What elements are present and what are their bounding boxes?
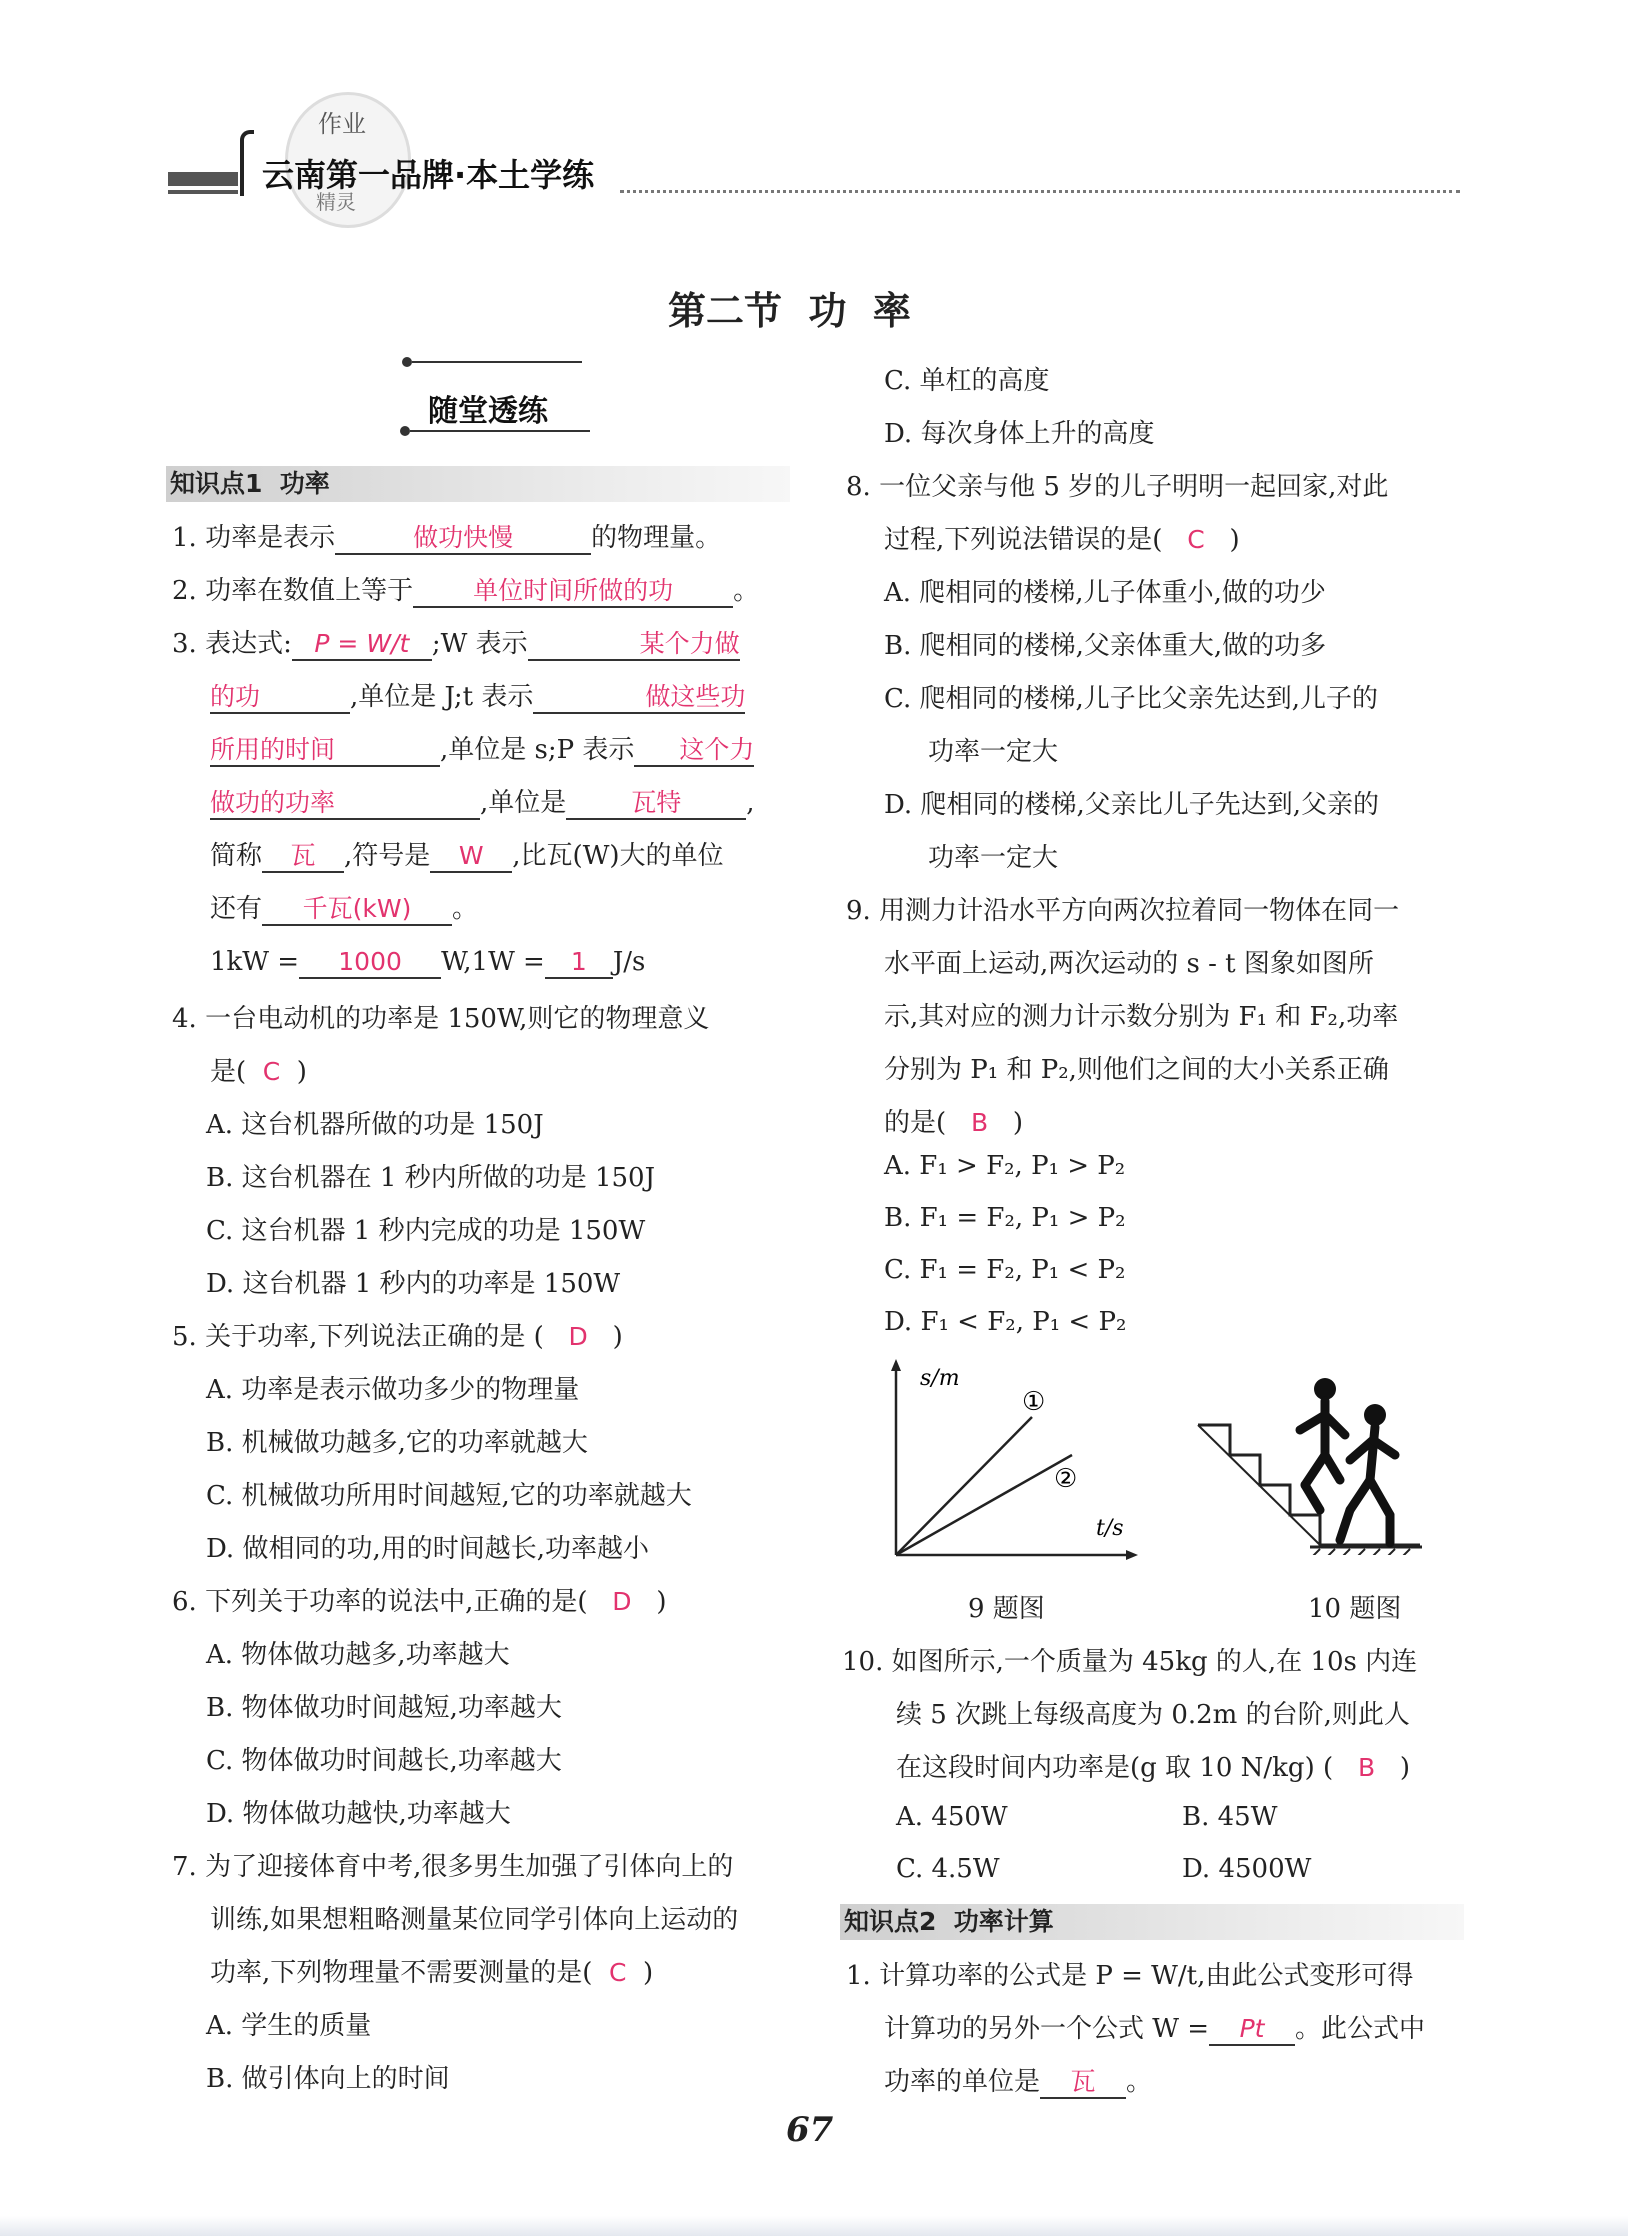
q1	[172, 519, 721, 557]
stamp-top-text: 作业	[318, 110, 366, 138]
q8-option-b: B. 爬相同的楼梯,父亲体重大,做的功多	[884, 631, 1327, 661]
q3-blank-formula	[292, 625, 432, 661]
q2-blank	[413, 572, 733, 608]
q8-option-d-1: D. 爬相同的楼梯,父亲比儿子先达到,父亲的	[884, 790, 1379, 820]
q4-stem-2	[210, 1053, 307, 1091]
k2-q1-blank-2	[1040, 2063, 1126, 2099]
q10-option-c: C. 4.5W	[896, 1854, 1000, 1884]
q10-stem-2: 续 5 次跳上每级高度为 0.2m 的台阶,则此人	[896, 1700, 1410, 1730]
q4-option-d: D. 这台机器 1 秒内的功率是 150W	[206, 1269, 621, 1299]
q4-stem-1: 4. 一台电动机的功率是 150W,则它的物理意义	[172, 1004, 710, 1034]
section-dot-bottom	[400, 426, 410, 436]
q3-blank-1	[545, 943, 613, 979]
q3-blank-unit	[566, 784, 746, 820]
q7-option-a: A. 学生的质量	[206, 2011, 372, 2041]
jumper-figure-2	[1340, 1404, 1395, 1543]
q3-answer-kw: 千瓦(kW)	[302, 894, 412, 923]
q8-stem2-pre: 过程,下列说法错误的是(	[884, 525, 1163, 555]
q5-stem	[172, 1318, 623, 1356]
q9-stem-1: 9. 用测力计沿水平方向两次拉着同一物体在同一	[846, 896, 1400, 926]
q7-option-d: D. 每次身体上升的高度	[884, 419, 1155, 449]
header-bar-left	[168, 172, 238, 186]
x-axis-label: t/s	[1096, 1516, 1124, 1541]
figure-10-caption: 10 题图	[1308, 1594, 1402, 1624]
q10-stem-1: 10. 如图所示,一个质量为 45kg 的人,在 10s 内连	[842, 1647, 1418, 1677]
q3-answer-t1: 做这些功	[645, 682, 746, 711]
y-axis-arrow	[891, 1359, 901, 1371]
header-brand: 云南第一品牌·本土学练	[262, 156, 595, 194]
jumper-figure-1	[1300, 1378, 1345, 1510]
q8-answer: C	[1187, 525, 1205, 554]
q8-option-a: A. 爬相同的楼梯,儿子体重小,做的功少	[884, 578, 1326, 608]
q6-answer: D	[612, 1587, 632, 1616]
q8-option-c-1: C. 爬相同的楼梯,儿子比父亲先达到,儿子的	[884, 684, 1379, 714]
page-title: 第二节 功 率	[668, 289, 911, 333]
q9-option-b: B. F₁ = F₂, P₁ > P₂	[884, 1203, 1126, 1233]
q9-stem-4: 分别为 P₁ 和 P₂,则他们之间的大小关系正确	[884, 1055, 1389, 1085]
q3-l5-post: ,比瓦(W)大的单位	[512, 841, 724, 871]
q10-option-b: B. 45W	[1182, 1802, 1278, 1832]
q3-l7-post: J/s	[612, 947, 646, 977]
q10-stem3-post: )	[1399, 1753, 1411, 1783]
page-number: 67	[786, 2110, 834, 2150]
q10-option-d: D. 4500W	[1182, 1854, 1312, 1884]
q3-l2-mid: ,单位是 J;t 表示	[350, 682, 534, 712]
q3-l7-pre: 1kW =	[210, 947, 300, 977]
k2-q1-l2-pre: 计算功的另外一个公式 W =	[884, 2014, 1210, 2044]
q8-stem2-post: )	[1229, 525, 1240, 555]
figure-9-caption: 9 题图	[968, 1594, 1045, 1624]
q3-answer-t2: 所用的时间	[210, 735, 336, 764]
q3-answer-1000: 1000	[338, 947, 402, 976]
y-axis-label: s/m	[920, 1366, 960, 1391]
q9-stem-5	[884, 1104, 1023, 1142]
q3-l7-mid: W,1W =	[441, 947, 545, 977]
section-dot-top	[402, 357, 412, 367]
q3-blank-p	[634, 731, 754, 767]
k2-q1-l3-post: 。	[1126, 2067, 1153, 2097]
q3-l5-mid: ,符号是	[344, 841, 431, 871]
q1-stem: 1. 功率是表示	[172, 523, 336, 553]
q4-answer: C	[262, 1057, 281, 1086]
q3-blank-t	[533, 678, 745, 714]
q5-option-d: D. 做相同的功,用的时间越长,功率越小	[206, 1534, 649, 1564]
q3-line4	[210, 784, 755, 822]
graph-line-1	[896, 1417, 1032, 1555]
q3-l1-pre: 3. 表达式:	[172, 629, 292, 659]
q6-option-d: D. 物体做功越快,功率越大	[206, 1799, 511, 1829]
q9-option-a: A. F₁ > F₂, P₁ > P₂	[884, 1151, 1126, 1181]
q5-option-c: C. 机械做功所用时间越短,它的功率就越大	[206, 1481, 692, 1511]
q2-answer: 单位时间所做的功	[473, 576, 674, 605]
q3-answer-p2: 做功的功率	[210, 788, 336, 817]
q3-l3-mid: ,单位是 s;P 表示	[440, 735, 635, 765]
q8-option-c-2: 功率一定大	[928, 737, 1059, 767]
k2-q1-answer-1: Pt	[1239, 2014, 1265, 2043]
line-1-label: ①	[1022, 1387, 1046, 1417]
q1-answer: 做功快慢	[413, 523, 514, 552]
q3-l4-mid: ,单位是	[480, 788, 567, 818]
q3-answer-symbol: W	[458, 841, 484, 870]
k2-q1-line1: 1. 计算功率的公式是 P = W/t,由此公式变形可得	[846, 1961, 1414, 1991]
q9-answer: B	[970, 1108, 989, 1137]
q4-option-b: B. 这台机器在 1 秒内所做的功是 150J	[206, 1163, 656, 1193]
q3-blank-1000	[299, 943, 441, 979]
figure-10-illustration	[1190, 1375, 1430, 1555]
q4-stem2-post: )	[296, 1057, 307, 1087]
q8-option-d-2: 功率一定大	[928, 843, 1059, 873]
q10-stem-3	[896, 1749, 1410, 1787]
q4-option-a: A. 这台机器所做的功是 150J	[206, 1110, 544, 1140]
q10-answer: B	[1357, 1753, 1376, 1782]
figure-9-graph	[870, 1355, 1140, 1565]
q3-blank-w	[528, 625, 740, 661]
q3-line3	[210, 731, 754, 769]
q1-post: 的物理量。	[591, 523, 722, 553]
q5-stem-pre: 5. 关于功率,下列说法正确的是 (	[172, 1322, 544, 1352]
q7-option-b: B. 做引体向上的时间	[206, 2064, 450, 2094]
q9-stem-3: 示,其对应的测力计示数分别为 F₁ 和 F₂,功率	[884, 1002, 1399, 1032]
q3-blank-symbol	[430, 837, 512, 873]
q8-stem-2	[884, 521, 1240, 559]
q6-stem	[172, 1583, 667, 1621]
q3-line2	[210, 678, 745, 716]
q2-stem: 2. 功率在数值上等于	[172, 576, 414, 606]
q3-line5	[210, 837, 724, 875]
q3-l6-pre: 还有	[210, 894, 263, 924]
q3-blank-t2	[210, 731, 440, 767]
q7-stem3-pre: 功率,下列物理量不需要测量的是(	[210, 1958, 593, 1988]
q5-option-b: B. 机械做功越多,它的功率就越大	[206, 1428, 588, 1458]
ground-hatch	[1312, 1549, 1410, 1555]
k2-q1-line2	[884, 2010, 1425, 2048]
q3-answer-1: 1	[570, 947, 587, 976]
stamp-bottom-text: 精灵	[316, 190, 356, 214]
q9-option-c: C. F₁ = F₂, P₁ < P₂	[884, 1255, 1126, 1285]
q5-stem-post: )	[612, 1322, 623, 1352]
graph-line-2	[896, 1455, 1072, 1555]
q10-option-a: A. 450W	[896, 1802, 1008, 1832]
q9-stem-2: 水平面上运动,两次运动的 s - t 图象如图所	[884, 949, 1374, 979]
q7-stem3-post: )	[642, 1958, 654, 1988]
header-bracket	[240, 130, 254, 196]
q3-l5-pre: 简称	[210, 841, 263, 871]
q6-option-c: C. 物体做功时间越长,功率越大	[206, 1746, 562, 1776]
q7-option-c: C. 单杠的高度	[884, 366, 1050, 396]
q3-blank-short	[262, 837, 344, 873]
q6-option-b: B. 物体做功时间越短,功率越大	[206, 1693, 562, 1723]
knowledge-point-1: 知识点1 功率	[166, 466, 790, 502]
q9-option-d: D. F₁ < F₂, P₁ < P₂	[884, 1307, 1127, 1337]
q3-l1-mid: ;W 表示	[431, 629, 528, 659]
q7-stem-1: 7. 为了迎接体育中考,很多男生加强了引体向上的	[172, 1852, 734, 1882]
q2	[172, 572, 759, 610]
q9-stem5-post: )	[1012, 1108, 1024, 1138]
q3-blank-p2	[210, 784, 480, 820]
q10-stem3-pre: 在这段时间内功率是(g 取 10 N/kg) (	[896, 1753, 1334, 1783]
q3-l4-post: ,	[746, 788, 755, 818]
q3-answer-formula: P = W/t	[314, 629, 410, 658]
section-header: 随堂透练	[428, 394, 548, 429]
q4-stem2-pre: 是(	[210, 1057, 247, 1087]
q6-option-a: A. 物体做功越多,功率越大	[206, 1640, 510, 1670]
q7-stem-3	[210, 1954, 653, 1992]
q3-line7	[210, 943, 645, 981]
q2-post: 。	[733, 576, 760, 606]
k2-q1-answer-2: 瓦	[1070, 2067, 1096, 2096]
section-rule-bottom	[410, 430, 590, 432]
k2-q1-l2-post: 。此公式中	[1295, 2014, 1426, 2044]
k2-q1-blank-1	[1209, 2010, 1295, 2046]
line-2-label: ②	[1054, 1464, 1078, 1494]
q3-answer-short: 瓦	[290, 841, 316, 870]
header-bar-left-2	[168, 190, 238, 194]
q9-stem5-pre: 的是(	[884, 1108, 947, 1138]
q3-line6	[210, 890, 478, 928]
q7-answer: C	[608, 1958, 627, 1987]
q3-answer-w2: 的功	[210, 682, 261, 711]
q3-answer-w1: 某个力做	[639, 629, 740, 658]
q3-answer-unit: 瓦特	[631, 788, 682, 817]
q3-blank-kw	[262, 890, 452, 926]
q8-stem-1: 8. 一位父亲与他 5 岁的儿子明明一起回家,对此	[846, 472, 1389, 502]
bottom-edge	[0, 2216, 1628, 2236]
q3-line1	[172, 625, 740, 663]
q1-blank	[335, 519, 591, 555]
q7-stem-2: 训练,如果想粗略测量某位同学引体向上运动的	[210, 1905, 739, 1935]
q3-answer-p1: 这个力	[679, 735, 755, 764]
k2-q1-line3	[884, 2063, 1152, 2101]
q6-stem-pre: 6. 下列关于功率的说法中,正确的是(	[172, 1587, 588, 1617]
q3-blank-w2	[210, 678, 350, 714]
k2-q1-l3-pre: 功率的单位是	[884, 2067, 1041, 2097]
q5-option-a: A. 功率是表示做功多少的物理量	[206, 1375, 580, 1405]
x-axis-arrow	[1126, 1550, 1138, 1560]
section-rule-top	[412, 361, 582, 363]
header-dotted-rule	[620, 190, 1460, 193]
q4-option-c: C. 这台机器 1 秒内完成的功是 150W	[206, 1216, 646, 1246]
knowledge-point-2: 知识点2 功率计算	[840, 1904, 1464, 1940]
q5-answer: D	[568, 1322, 588, 1351]
q3-l6-post: 。	[452, 894, 479, 924]
q6-stem-post: )	[656, 1587, 667, 1617]
